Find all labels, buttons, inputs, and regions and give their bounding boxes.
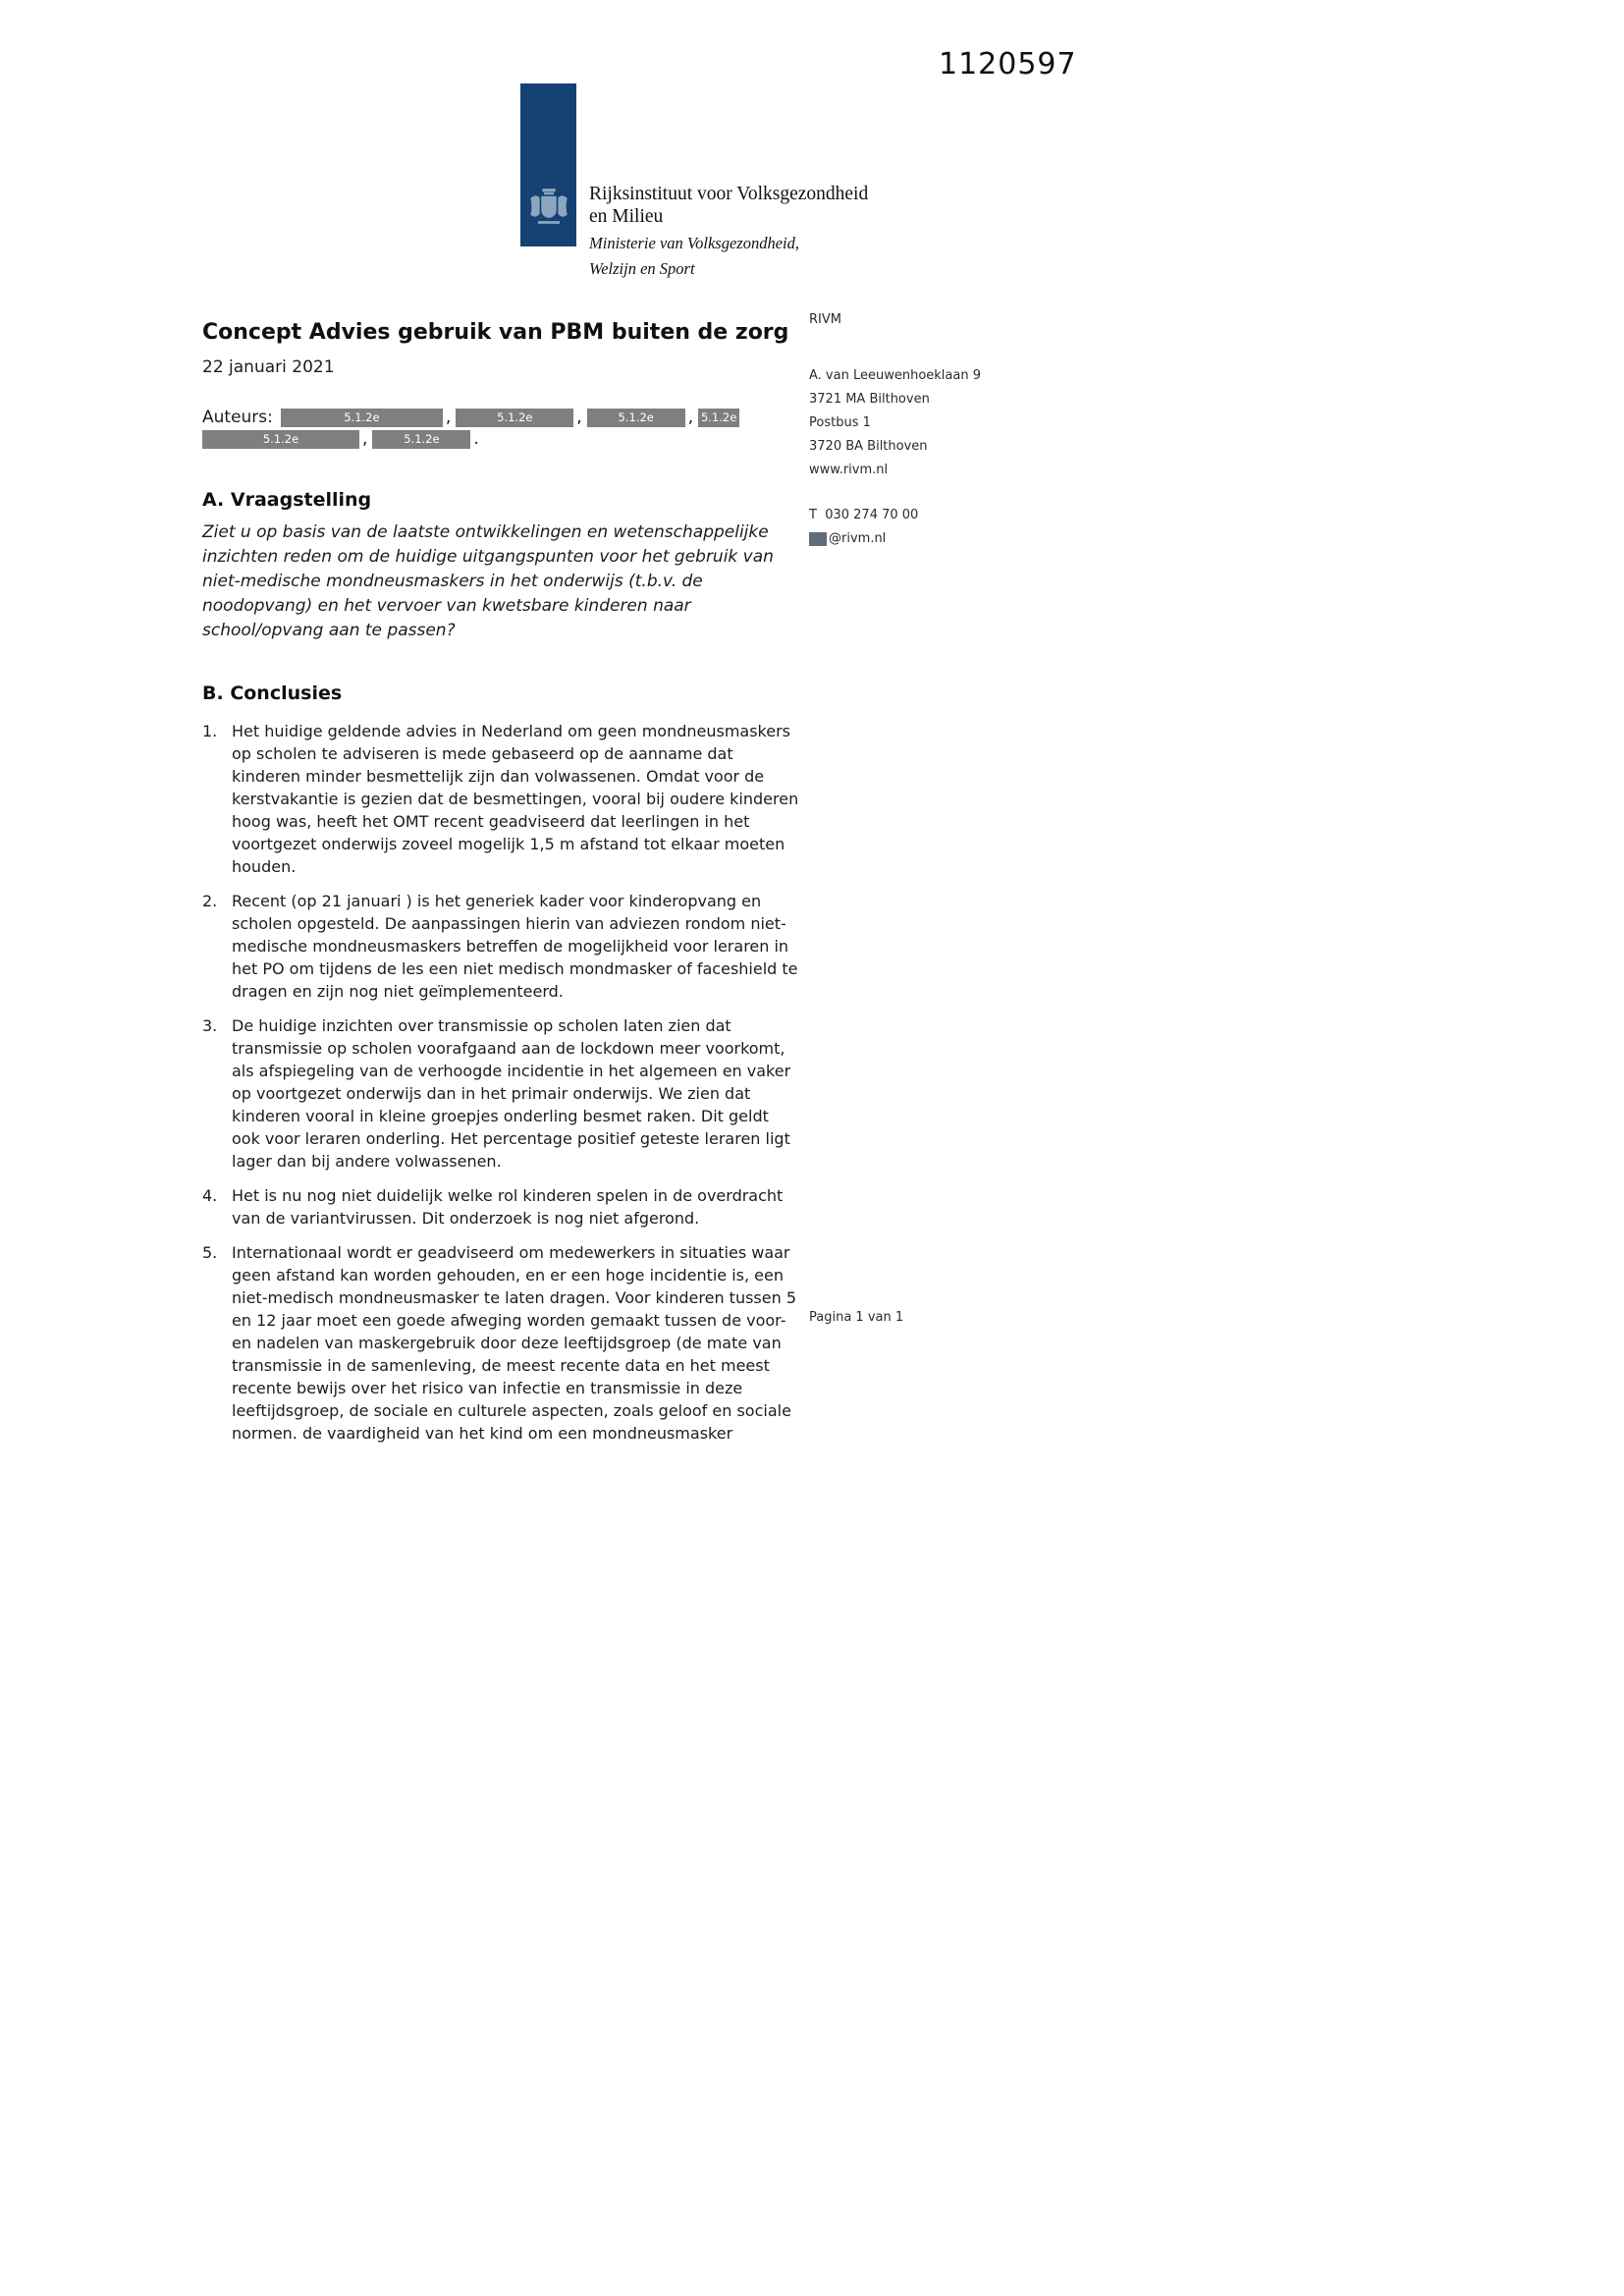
item-text: De huidige inzichten over transmissie op scholen laten zien dat transmissie op scholen voorafgaand aan de lockdown meer voorkomt, als afspiegeling van de verhoogde incidentie in het algemeen en vaker op voortgezet onderwijs dan in het primair onderwijs. We zien dat kinderen vooral in kleine groepjes onderling besmet raken. Dit geldt ook voor leraren onderling. Het percentage positief geteste leraren ligt lager dan bij andere volwassenen. [232,1016,791,1171]
sidebar-org: RIVM [809,312,841,327]
doc-number: 1120597 [939,47,1077,82]
item-text: Internationaal wordt er geadviseerd om medewerkers in situaties waar geen afstand kan worden gehouden, en er een hoge incidentie is, een niet-medisch mondneusmasker te laten dragen. Voor kinderen tussen 5 en 12 jaar moet een goede afweging worden gemaakt tussen de voor- en nadelen van maskergebruik door deze leeftijdsgroep (de mate van transmissie in de samenleving, de meest recente data en het meest recente bewijs over het risico van infectie en transmissie in deze leeftijdsgroep, de sociale en culturele aspecten, zoals geloof en sociale normen. de vaardigheid van het kind om een mondneusmasker [232,1243,797,1443]
redacted-author-3: 5.1.2e [587,409,685,427]
conclusion-item-1 [202,720,803,878]
email-line [809,531,1035,546]
redacted-author-4: 5.1.2e [698,409,739,427]
author-separator: , [576,408,582,427]
author-separator: , [445,408,452,427]
item-number: 1. [202,722,218,740]
conclusion-item-2 [202,890,803,1003]
main-content [202,320,803,1456]
conclusion-item-3 [202,1014,803,1173]
conclusions-list [202,720,803,1445]
section-a-heading: A. Vraagstelling [202,489,372,511]
author-separator: , [362,429,368,449]
page-footer: Pagina 1 van 1 [809,1310,904,1325]
page-title: Concept Advies gebruik van PBM buiten de zorg [202,320,789,345]
coat-of-arms-icon [526,188,571,231]
redacted-author-5: 5.1.2e [202,430,359,449]
authors-row-1 [202,407,803,428]
authors-block [202,407,803,450]
address-line: A. van Leeuwenhoeklaan 9 [809,368,981,383]
question-text: Ziet u op basis van de laatste ontwikkelingen en wetenschappelijke inzichten reden om de huidige uitgangspunten voor het gebruik van niet-medische mondneusmaskers in het onderwijs (t.b.v. de noodopvang) en het vervoer van kwetsbare kinderen naar school/opvang aan te passen? [202,522,774,640]
website-url: www.rivm.nl [809,463,889,477]
address-line: 3720 BA Bilthoven [809,439,928,454]
item-number: 5. [202,1243,218,1262]
item-text: Het huidige geldende advies in Nederland om geen mondneusmaskers op scholen te adviseren is mede gebaseerd op de aanname dat kinderen minder besmettelijk zijn dan volwassenen. Omdat voor de kerstvakantie is gezien dat de besmettingen, vooral bij oudere kinderen hoog was, heeft het OMT recent geadviseerd dat leerlingen in het voortgezet onderwijs zoveel mogelijk 1,5 m afstand tot elkaar moeten houden. [232,722,799,876]
section-b-heading: B. Conclusies [202,683,343,704]
item-text: Het is nu nog niet duidelijk welke rol kinderen spelen in de overdracht van de variantvirussen. Dit onderzoek is nog niet afgerond. [232,1186,784,1228]
author-separator: , [687,408,694,427]
conclusion-item-5 [202,1241,803,1445]
item-number: 3. [202,1016,218,1035]
phone-number: T 030 274 70 00 [809,508,919,522]
authors-label: Auteurs: [202,408,273,427]
authors-row-2 [202,428,803,450]
item-text: Recent (op 21 januari ) is het generiek kader voor kinderopvang en scholen opgesteld. De aanpassingen hierin van adviezen rondom niet-medische mondneusmaskers betreffen de mogelijkheid voor leraren in het PO om tijdens de les een niet medisch mondmasker of faceshield te dragen en zijn nog niet geïmplementeerd. [232,892,798,1001]
redacted-author-2: 5.1.2e [456,409,573,427]
logo-ministry-line1: Ministerie van Volksgezondheid, [589,234,800,252]
redacted-author-1: 5.1.2e [281,409,443,427]
item-number: 2. [202,892,218,910]
email-address-suffix: @rivm.nl [829,531,887,546]
document-date: 22 januari 2021 [202,357,335,377]
logo-wordmark [589,183,868,279]
email-redaction-box [809,532,827,546]
letterhead-sidebar [809,312,1035,546]
conclusion-item-4 [202,1184,803,1230]
logo-ministry-line2: Welzijn en Sport [589,259,695,278]
author-end-period: . [473,429,479,449]
address-line: Postbus 1 [809,415,871,430]
rijksoverheid-logo-banner [520,83,576,246]
address-block [809,368,1035,486]
address-line: 3721 MA Bilthoven [809,392,930,407]
redacted-author-6: 5.1.2e [372,430,470,449]
logo-org-line2: en Milieu [589,206,664,227]
item-number: 4. [202,1186,218,1205]
logo-org-line1: Rijksinstituut voor Volksgezondheid [589,184,869,204]
